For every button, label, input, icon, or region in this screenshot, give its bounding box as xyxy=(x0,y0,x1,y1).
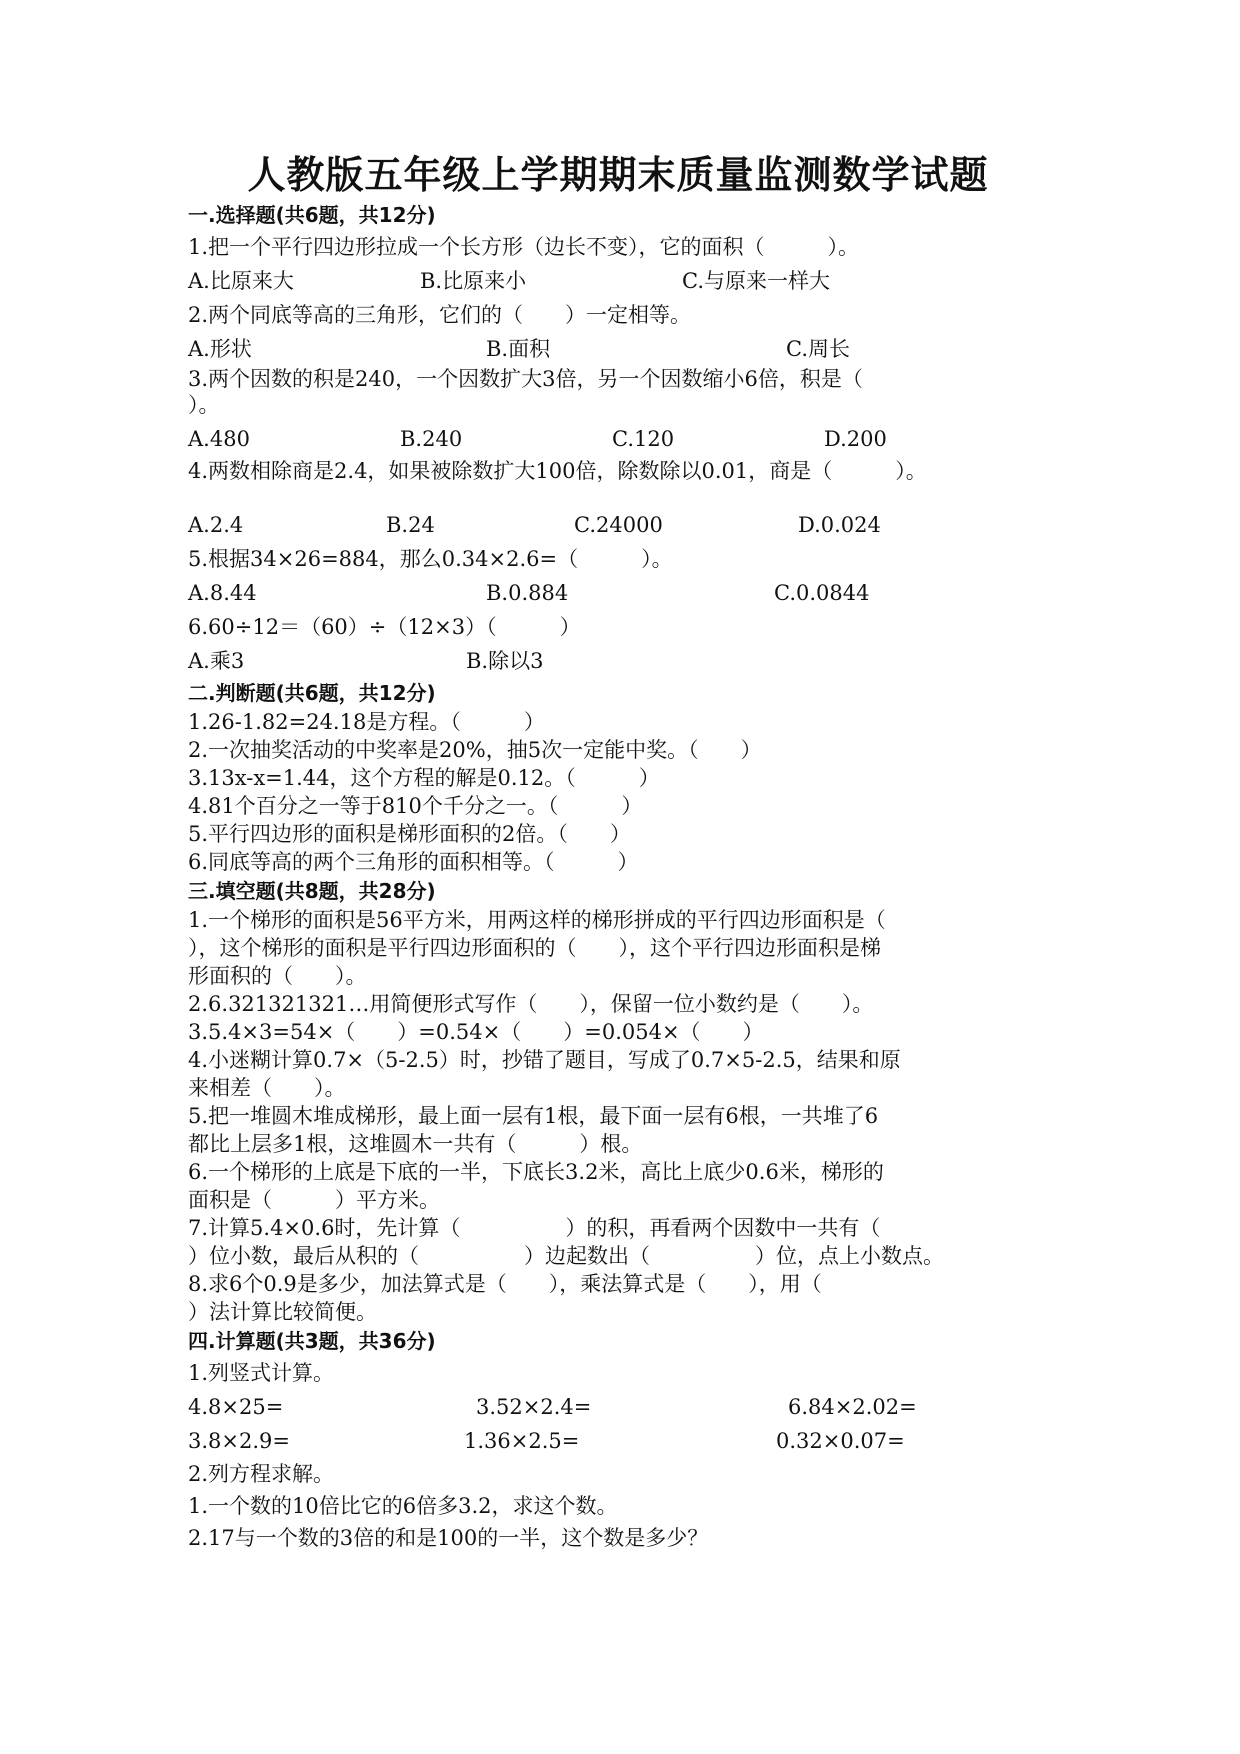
text-line: 5.把一堆圆木堆成梯形，最上面一层有1根，最下面一层有6根，一共堆了6 xyxy=(188,1104,879,1128)
text-line: ）位小数，最后从积的（ ）边起数出（ ）位，点上小数点。 xyxy=(188,1244,944,1268)
text-line: 来相差（ ）。 xyxy=(188,1076,346,1100)
text-line: 1.一个梯形的面积是56平方米，用两这样的梯形拼成的平行四边形面积是（ xyxy=(188,908,886,932)
calc-item: 0.32×0.07= xyxy=(776,1429,905,1453)
question-text: 1.一个数的10倍比它的6倍多3.2，求这个数。 xyxy=(188,1494,618,1518)
option: A.形状 xyxy=(188,337,252,361)
list-item: 3.13x-x=1.44，这个方程的解是0.12。（ ） xyxy=(188,766,660,790)
list-item: 6.同底等高的两个三角形的面积相等。（ ） xyxy=(188,850,639,874)
calc-item: 4.8×25= xyxy=(188,1395,284,1419)
text-line: ）法计算比较简便。 xyxy=(188,1300,377,1324)
text-line: 形面积的（ ）。 xyxy=(188,964,367,988)
calc-item: 6.84×2.02= xyxy=(788,1395,917,1419)
text-line: 6.一个梯形的上底是下底的一半，下底长3.2米，高比上底少0.6米，梯形的 xyxy=(188,1160,884,1184)
option: C.周长 xyxy=(786,337,850,361)
option: A.2.4 xyxy=(188,513,244,537)
calc-item: 3.52×2.4= xyxy=(476,1395,592,1419)
question-text: 1.把一个平行四边形拉成一个长方形（边长不变），它的面积（ ）。 xyxy=(188,235,860,259)
option: A.比原来大 xyxy=(188,269,294,293)
option-row xyxy=(188,644,1068,678)
option: C.120 xyxy=(612,427,675,451)
calc-item: 1.36×2.5= xyxy=(464,1429,580,1453)
question-text: 6.60÷12＝（60）÷（12×3）（ ） xyxy=(188,615,581,639)
calc-item: 3.8×2.9= xyxy=(188,1429,290,1453)
question-text: 1.列竖式计算。 xyxy=(188,1361,335,1385)
option: B.除以3 xyxy=(466,649,544,673)
option-row xyxy=(188,508,1068,542)
option: D.0.024 xyxy=(798,513,881,537)
list-item: 1.26-1.82=24.18是方程。（ ） xyxy=(188,710,545,734)
text-line: ），这个梯形的面积是平行四边形面积的（ ），这个平行四边形面积是梯 xyxy=(188,936,881,960)
text-line: 7.计算5.4×0.6时，先计算（ ）的积，再看两个因数中一共有（ xyxy=(188,1216,881,1240)
text-line: 4.小迷糊计算0.7×（5-2.5）时，抄错了题目，写成了0.7×5-2.5，结果和原 xyxy=(188,1048,901,1072)
calc-row xyxy=(188,1424,1068,1458)
question-text: 4.两数相除商是2.4，如果被除数扩大100倍，除数除以0.01，商是（ ）。 xyxy=(188,459,927,483)
question-text: 2.两个同底等高的三角形，它们的（ ）一定相等。 xyxy=(188,303,692,327)
list-item: 5.平行四边形的面积是梯形面积的2倍。（ ） xyxy=(188,822,631,846)
section-heading-choice: 一.选择题(共6题，共12分) xyxy=(188,203,436,227)
option: B.比原来小 xyxy=(420,269,527,293)
option: B.240 xyxy=(400,427,463,451)
page-title: 人教版五年级上学期期末质量监测数学试题 xyxy=(247,152,989,197)
option: B.0.884 xyxy=(486,581,569,605)
option: C.0.0844 xyxy=(774,581,870,605)
calc-row xyxy=(188,1390,1068,1424)
option: B.面积 xyxy=(486,337,551,361)
option: A.乘3 xyxy=(188,649,245,673)
question-text-continued: ）。 xyxy=(188,393,220,417)
question-text: 2.17与一个数的3倍的和是100的一半，这个数是多少？ xyxy=(188,1526,709,1550)
option-row xyxy=(188,264,1068,298)
text-line: 都比上层多1根，这堆圆木一共有（ ）根。 xyxy=(188,1132,643,1156)
question-text: 5.根据34×26=884，那么0.34×2.6=（ ）。 xyxy=(188,547,673,571)
option: A.8.44 xyxy=(188,581,257,605)
option: A.480 xyxy=(188,427,250,451)
text-line: 2.6.321321321…用简便形式写作（ ），保留一位小数约是（ ）。 xyxy=(188,992,874,1016)
option-row xyxy=(188,332,1068,366)
section-heading-calc: 四.计算题(共3题，共36分) xyxy=(188,1329,436,1353)
section-heading-fill: 三.填空题(共8题，共28分) xyxy=(188,879,436,903)
text-line: 8.求6个0.9是多少，加法算式是（ ），乘法算式是（ ），用（ xyxy=(188,1272,822,1296)
option-row xyxy=(188,576,1068,610)
text-line: 面积是（ ）平方米。 xyxy=(188,1188,440,1212)
text-line: 3.5.4×3=54×（ ）=0.54×（ ）=0.054×（ ） xyxy=(188,1020,764,1044)
option: C.与原来一样大 xyxy=(682,269,830,293)
section-heading-judgment: 二.判断题(共6题，共12分) xyxy=(188,681,436,705)
exam-page xyxy=(188,150,1068,1554)
option: D.200 xyxy=(824,427,887,451)
question-text: 2.列方程求解。 xyxy=(188,1462,335,1486)
option: C.24000 xyxy=(574,513,663,537)
list-item: 4.81个百分之一等于810个千分之一。（ ） xyxy=(188,794,643,818)
question-text: 3.两个因数的积是240，一个因数扩大3倍，另一个因数缩小6倍，积是（ xyxy=(188,367,863,391)
option: B.24 xyxy=(386,513,435,537)
list-item: 2.一次抽奖活动的中奖率是20%，抽5次一定能中奖。（ ） xyxy=(188,738,762,762)
option-row xyxy=(188,422,1068,456)
